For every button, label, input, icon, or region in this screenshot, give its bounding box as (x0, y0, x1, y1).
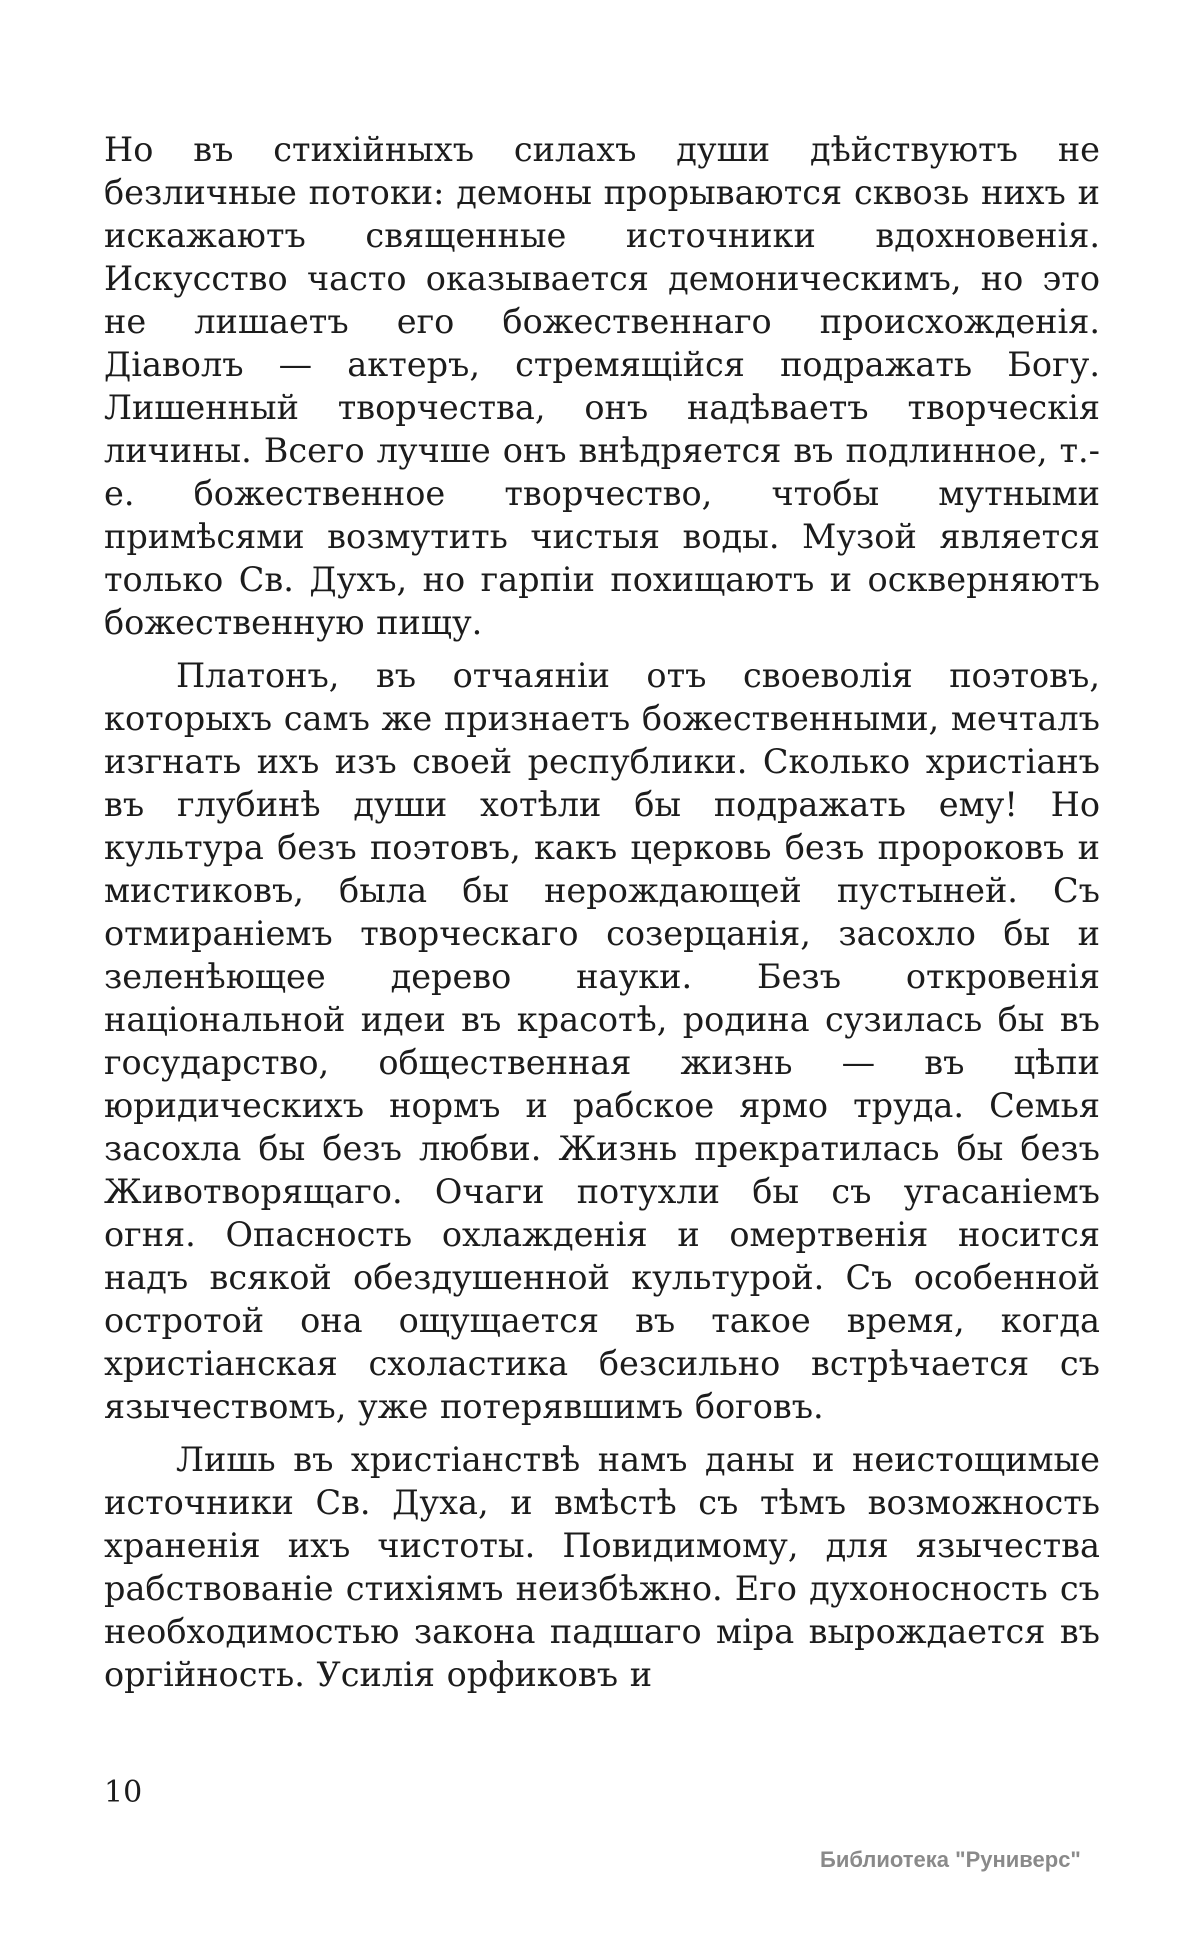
page-number: 10 (104, 1775, 143, 1810)
paragraph-1: Но въ стихійныхъ силахъ души дѣйствуютъ не безличные потоки: демоны прорываются сквозь нихъ и искажаютъ священные источники вдохновенія. Искусство часто оказывается демоническимъ, но это не лишаетъ его божественнаго происхожденія. Діаволъ — актеръ, стремящійся подражать Богу. Лишенный творчества, онъ надѣваетъ творческія личины. Всего лучше онъ внѣдряется въ подлинное, т.-е. божественное творчество, чтобы мутными примѣсями возмутить чистыя воды. Музой является только Св. Духъ, но гарпіи похищаютъ и оскверняютъ божественную пищу. (104, 130, 1100, 642)
body-text (104, 128, 1100, 1706)
paragraph-3: Лишь въ христіанствѣ намъ даны и неистощимые источники Св. Духа, и вмѣстѣ съ тѣмъ возможность храненія ихъ чистоты. Повидимому, для язычества рабствованіе стихіямъ неизбѣжно. Его духоносность съ необходимостью закона падшаго міра вырождается въ оргійность. Усилія орфиковъ и (104, 1440, 1100, 1694)
paragraph-2: Платонъ, въ отчаяніи отъ своеволія поэтовъ, которыхъ самъ же признаетъ божественными, мечталъ изгнать ихъ изъ своей республики. Сколько христіанъ въ глубинѣ души хотѣли бы подражать ему! Но культура безъ поэтовъ, какъ церковь безъ пророковъ и мистиковъ, была бы нерождающей пустыней. Съ отмираніемъ творческаго созерцанія, засохло бы и зеленѣющее дерево науки. Безъ откровенія національной идеи въ красотѣ, родина сузилась бы въ государство, общественная жизнь — въ цѣпи юридическихъ нормъ и рабское ярмо труда. Семья засохла бы безъ любви. Жизнь прекратилась бы безъ Животворящаго. Очаги потухли бы съ угасаніемъ огня. Опасность охлажденія и омертвенія носится надъ всякой обездушенной культурой. Съ особенной остротой она ощущается въ такое время, когда христіанская схоластика безсильно встрѣчается съ язычествомъ, уже потерявшимъ боговъ. (104, 656, 1100, 1426)
library-watermark: Библиотека "Руниверс" (820, 1847, 1081, 1872)
